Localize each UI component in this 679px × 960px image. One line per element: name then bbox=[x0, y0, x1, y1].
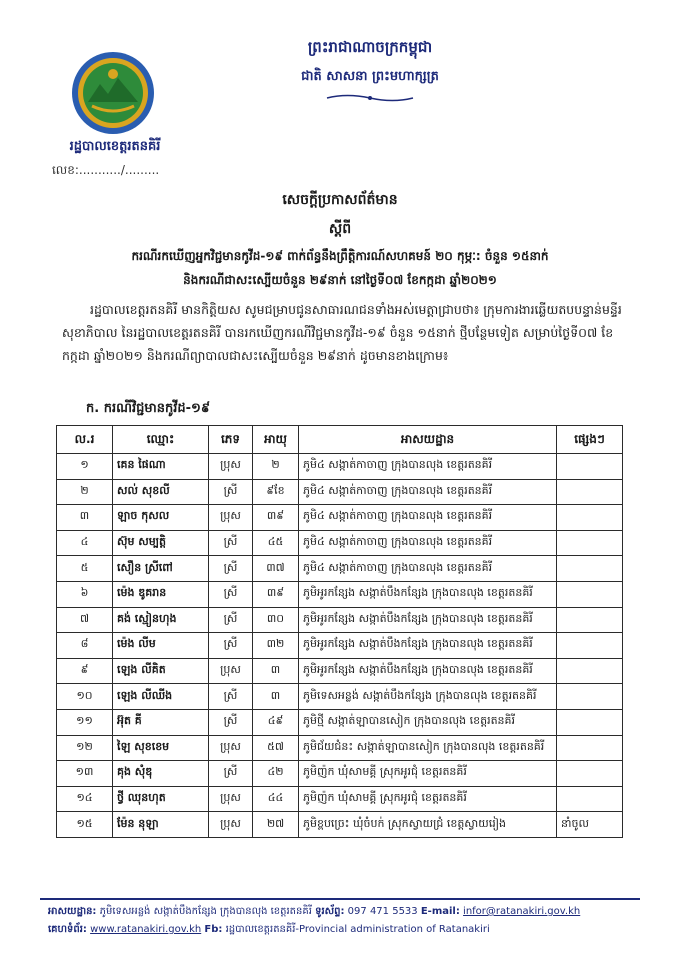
footer-address: ភូមិទេសអន្លង់ សង្កាត់បឹងកន្សែង ក្រុងបានលុង ខេត្តរតនគិរី bbox=[99, 906, 312, 917]
footer-email-link[interactable]: infor@ratanakiri.gov.kh bbox=[463, 906, 581, 917]
patient-sex: ប្រុស bbox=[209, 786, 253, 812]
email-label: E-mail: bbox=[420, 906, 460, 917]
national-motto: ជាតិ សាសនា ព្រះមហាក្សត្រ bbox=[301, 69, 439, 84]
patient-address: ភូមិញ៉ក ឃុំសាមគ្គី ស្រុកអូរជុំ ខេត្តរតនគិរី bbox=[299, 786, 557, 812]
table-row bbox=[57, 735, 623, 761]
patient-name: គុង សុំឌុ bbox=[113, 761, 209, 787]
title-line-1: សេចក្ដីប្រកាសព័ត៌មាន bbox=[282, 192, 398, 208]
row-number: ៥ bbox=[57, 556, 113, 582]
patient-address: ភូមិខ្ពបច្រេះ ឃុំចំបក់ ស្រុកស្វាយជ្រំ ខេត្តស្វាយរៀង bbox=[299, 812, 557, 838]
patient-name: ម៉េង លីម bbox=[113, 633, 209, 659]
patient-age: ២៧ bbox=[253, 812, 299, 838]
remark bbox=[557, 505, 623, 531]
org-name: រដ្ឋបាលខេត្តរតនគិរី bbox=[69, 139, 161, 154]
table-row bbox=[57, 505, 623, 531]
table-row bbox=[57, 633, 623, 659]
patient-name: សល់ សុខលី bbox=[113, 479, 209, 505]
patient-name: ឡេង លីគិត bbox=[113, 658, 209, 684]
patient-sex: ស្រី bbox=[209, 633, 253, 659]
cases-table bbox=[56, 425, 622, 838]
remark bbox=[557, 607, 623, 633]
patient-age: ៤៤ bbox=[253, 786, 299, 812]
row-number: ១៤ bbox=[57, 786, 113, 812]
patient-sex: ប្រុស bbox=[209, 735, 253, 761]
remark bbox=[557, 454, 623, 480]
remark: នាំចូល bbox=[557, 812, 623, 838]
kingdom-title: ព្រះរាជាណាចក្រកម្ពុជា bbox=[307, 38, 433, 56]
patient-address: ភូមិទេសអន្លង់ សង្កាត់បឹងកន្សែង ក្រុងបានលុង ខេត្តរតនគិរី bbox=[299, 684, 557, 710]
title-line-3: ករណីរកឃើញអ្នកវិជ្ជមានកូវីដ-១៩ ពាក់ព័ន្ធនឹងព្រឹត្តិការណ៍សហគមន៍ ២០ កុម្ភៈ: ចំនួន ១៥នាក់ bbox=[131, 249, 549, 263]
patient-age: ៣០ bbox=[253, 607, 299, 633]
patient-address: ភូមិអូរកន្សែង សង្កាត់បឹងកន្សែង ក្រុងបានលុង ខេត្តរតនគិរី bbox=[299, 607, 557, 633]
patient-age: ៤២ bbox=[253, 761, 299, 787]
patient-name: សឿន ស្រីពៅ bbox=[113, 556, 209, 582]
patient-name: គេន ផៃណា bbox=[113, 454, 209, 480]
patient-age: ៣៧ bbox=[253, 556, 299, 582]
patient-sex: ប្រុស bbox=[209, 505, 253, 531]
remark bbox=[557, 556, 623, 582]
row-number: ១០ bbox=[57, 684, 113, 710]
ornament-divider-icon bbox=[325, 93, 415, 103]
patient-address: ភូមិ៤ សង្កាត់កាចាញ ក្រុងបានលុង ខេត្តរតនគិរី bbox=[299, 505, 557, 531]
phone-label: ទូរស័ព្ទ: bbox=[315, 906, 345, 917]
title-line-4: និងករណីជាសះស្បើយចំនួន ២៩នាក់ នៅថ្ងៃទី០៧ ខែកក្កដា ឆ្នាំ២០២១ bbox=[183, 273, 497, 287]
row-number: ១ bbox=[57, 454, 113, 480]
table-row bbox=[57, 607, 623, 633]
remark bbox=[557, 581, 623, 607]
body-paragraph: រដ្ឋបាលខេត្តរតនគិរី មានកិត្តិយស សូមជម្រាបជូនសាធារណជនទាំងអស់មេត្តាជ្រាបថា៖ ក្រុមការងារឆ្លើយតបបន្ទាន់មន្ទីរសុខាភិបាល នៃរដ្ឋបាលខេត្តរតនគិរី បានរកឃើញករណីវិជ្ជមានកូវីដ-១៩ ចំនួន ១៥នាក់ ថ្មីបន្ថែមទៀត សម្រាប់ថ្ងៃទី០៧ ខែកក្កដា ឆ្នាំ២០២១ និងករណីព្យាបាលជាសះស្បើយចំនួន ២៩នាក់ ដូចមានខាងក្រោម៖ bbox=[62, 302, 622, 363]
patient-sex: ស្រី bbox=[209, 581, 253, 607]
patient-name: ម៉េង ឌូគរាន bbox=[113, 581, 209, 607]
patient-name: ឡៃ សុខខេម bbox=[113, 735, 209, 761]
table-row bbox=[57, 761, 623, 787]
table-row bbox=[57, 658, 623, 684]
row-number: ៤ bbox=[57, 530, 113, 556]
column-header: ភេទ bbox=[209, 426, 253, 454]
patient-age: ៣៩ bbox=[253, 581, 299, 607]
patient-age: ៣ bbox=[253, 658, 299, 684]
patient-sex: ស្រី bbox=[209, 530, 253, 556]
patient-sex: ប្រុស bbox=[209, 812, 253, 838]
remark bbox=[557, 709, 623, 735]
table-row bbox=[57, 684, 623, 710]
patient-address: ភូមិ៤ សង្កាត់កាចាញ ក្រុងបានលុង ខេត្តរតនគិរី bbox=[299, 530, 557, 556]
patient-sex: ស្រី bbox=[209, 556, 253, 582]
table-row bbox=[57, 454, 623, 480]
remark bbox=[557, 633, 623, 659]
row-number: ២ bbox=[57, 479, 113, 505]
footer-facebook: រដ្ឋបាលខេត្តរតនគិរី-Provincial administration of Ratanakiri bbox=[225, 924, 490, 935]
title-line-2: ស្ដីពី bbox=[328, 221, 352, 237]
patient-age: ៤៥ bbox=[253, 530, 299, 556]
patient-sex: ស្រី bbox=[209, 684, 253, 710]
footer-website-link[interactable]: www.ratanakiri.gov.kh bbox=[90, 924, 202, 935]
patient-sex: ប្រុស bbox=[209, 454, 253, 480]
footer-phone: 097 471 5533 bbox=[347, 906, 418, 917]
remark bbox=[557, 735, 623, 761]
table-row bbox=[57, 556, 623, 582]
column-header: អាយុ bbox=[253, 426, 299, 454]
row-number: ៩ bbox=[57, 658, 113, 684]
patient-sex: ស្រី bbox=[209, 607, 253, 633]
address-label: អាសយដ្ឋាន: bbox=[48, 906, 97, 917]
patient-sex: ស្រី bbox=[209, 761, 253, 787]
row-number: ៦ bbox=[57, 581, 113, 607]
patient-address: ភូមិអូរកន្សែង សង្កាត់បឹងកន្សែង ក្រុងបានលុង ខេត្តរតនគិរី bbox=[299, 581, 557, 607]
kingdom-heading bbox=[240, 38, 500, 107]
row-number: ១៥ bbox=[57, 812, 113, 838]
remark bbox=[557, 530, 623, 556]
column-header: ល.រ bbox=[57, 426, 113, 454]
patient-name: ឡេង លីឈីង bbox=[113, 684, 209, 710]
patient-address: ភូមិញ៉ក ឃុំសាមគ្គី ស្រុកអូរជុំ ខេត្តរតនគិរី bbox=[299, 761, 557, 787]
patient-age: ២ bbox=[253, 454, 299, 480]
row-number: ៨ bbox=[57, 633, 113, 659]
patient-address: ភូមិអូរកន្សែង សង្កាត់បឹងកន្សែង ក្រុងបានលុង ខេត្តរតនគិរី bbox=[299, 633, 557, 659]
announcement-title bbox=[40, 190, 640, 290]
row-number: ៣ bbox=[57, 505, 113, 531]
row-number: ១១ bbox=[57, 709, 113, 735]
patient-address: ភូមិថ្មី សង្កាត់ឡាបានសៀក ក្រុងបានលុង ខេត្តរតនគិរី bbox=[299, 709, 557, 735]
row-number: ៧ bbox=[57, 607, 113, 633]
facebook-label: Fb: bbox=[204, 924, 223, 935]
patient-name: ម៉ែន នុឡា bbox=[113, 812, 209, 838]
row-number: ១២ bbox=[57, 735, 113, 761]
patient-sex: ស្រី bbox=[209, 709, 253, 735]
patient-name: ស៊ុម សម្បត្តិ bbox=[113, 530, 209, 556]
patient-sex: ប្រុស bbox=[209, 658, 253, 684]
table-header-row bbox=[57, 426, 623, 454]
patient-age: ៣៩ bbox=[253, 505, 299, 531]
patient-name: ថ្វី ឈុនហុត bbox=[113, 786, 209, 812]
footer bbox=[48, 903, 648, 939]
footer-divider bbox=[40, 898, 640, 900]
patient-age: ៣២ bbox=[253, 633, 299, 659]
remark bbox=[557, 786, 623, 812]
patient-address: ភូមិ៤ សង្កាត់កាចាញ ក្រុងបានលុង ខេត្តរតនគិរី bbox=[299, 479, 557, 505]
patient-age: ៤៩ bbox=[253, 709, 299, 735]
patient-name: គង់ ស្មៀនហុង bbox=[113, 607, 209, 633]
footer-line-1 bbox=[48, 903, 648, 921]
table-row bbox=[57, 530, 623, 556]
section-label: ក. ករណីវិជ្ជមានកូវីដ-១៩ bbox=[86, 401, 211, 416]
patient-age: ៥៧ bbox=[253, 735, 299, 761]
table-row bbox=[57, 479, 623, 505]
table-row bbox=[57, 812, 623, 838]
remark bbox=[557, 684, 623, 710]
remark bbox=[557, 479, 623, 505]
column-header: ឈ្មោះ bbox=[113, 426, 209, 454]
table-row bbox=[57, 581, 623, 607]
patient-sex: ស្រី bbox=[209, 479, 253, 505]
column-header: អាសយដ្ឋាន bbox=[299, 426, 557, 454]
table-body bbox=[57, 454, 623, 838]
column-header: ផ្សេងៗ bbox=[557, 426, 623, 454]
patient-address: ភូមិជ័យជំនះ សង្កាត់ឡាបានសៀក ក្រុងបានលុង ខេត្តរតនគិរី bbox=[299, 735, 557, 761]
patient-age: ៣ bbox=[253, 684, 299, 710]
table-row bbox=[57, 709, 623, 735]
reference-number: លេខ:.........../......... bbox=[52, 163, 160, 177]
patient-name: អ៊ុត គី bbox=[113, 709, 209, 735]
patient-address: ភូមិអូរកន្សែង សង្កាត់បឹងកន្សែង ក្រុងបានលុង ខេត្តរតនគិរី bbox=[299, 658, 557, 684]
footer-line-2 bbox=[48, 921, 648, 939]
patient-name: ឡាច កុសល bbox=[113, 505, 209, 531]
provincial-seal-logo bbox=[70, 50, 156, 136]
row-number: ១៣ bbox=[57, 761, 113, 787]
remark bbox=[557, 761, 623, 787]
website-label: គេហទំព័រ: bbox=[48, 924, 87, 935]
patient-address: ភូមិ៤ សង្កាត់កាចាញ ក្រុងបានលុង ខេត្តរតនគិរី bbox=[299, 454, 557, 480]
patient-age: ៩ខែ bbox=[253, 479, 299, 505]
patient-address: ភូមិ៤ សង្កាត់កាចាញ ក្រុងបានលុង ខេត្តរតនគិរី bbox=[299, 556, 557, 582]
table-row bbox=[57, 786, 623, 812]
remark bbox=[557, 658, 623, 684]
